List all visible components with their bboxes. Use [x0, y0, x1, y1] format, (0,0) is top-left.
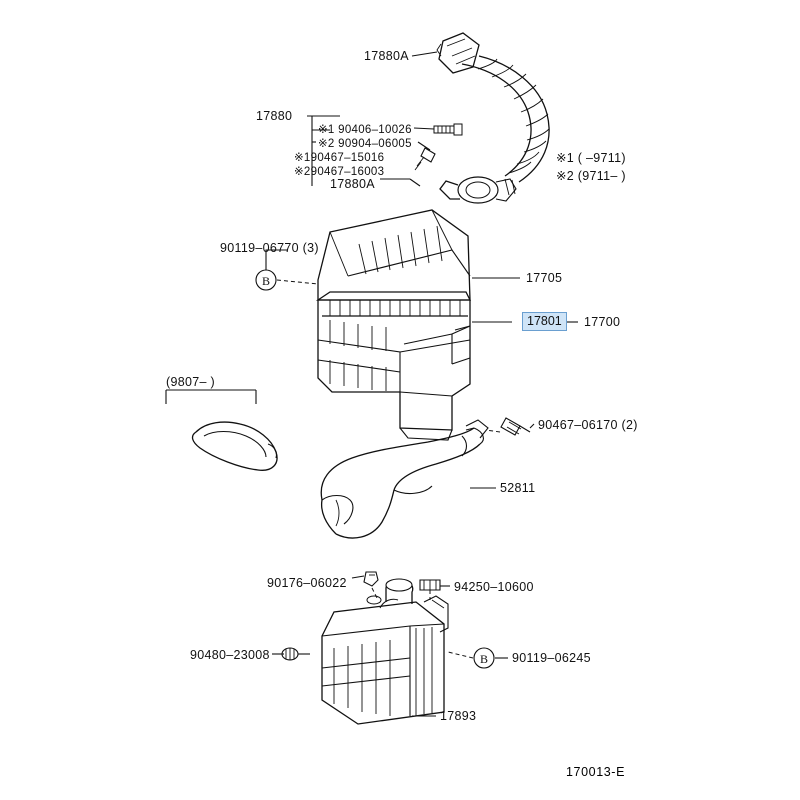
- grommet-90480-23008: [272, 648, 310, 660]
- air-cleaner-lower-case: [318, 300, 470, 440]
- resonator-box: [322, 579, 448, 724]
- label-17893: 17893: [440, 709, 477, 723]
- clip-marker-right: [448, 648, 508, 668]
- note-1: ※1 ( –9711): [556, 151, 626, 165]
- label-17700: 17700: [584, 315, 621, 329]
- resonator-duct: [193, 422, 278, 470]
- group-bracket: [166, 390, 256, 404]
- label-90467-16003: ※290467–16003: [294, 166, 385, 178]
- note-2: ※2 (9711– ): [556, 169, 626, 183]
- label-17705: 17705: [526, 271, 563, 285]
- label-90467-15016: ※190467–15016: [294, 152, 385, 164]
- label-17801-highlighted[interactable]: 17801: [522, 312, 567, 331]
- label-90406-10026: ※1 90406–10026: [318, 124, 412, 136]
- label-17880a-top: 17880A: [364, 49, 409, 63]
- svg-text:B: B: [262, 274, 271, 288]
- label-17880: 17880: [256, 109, 293, 123]
- footer-code: 170013-E: [566, 765, 626, 779]
- label-90480-23008: 90480–23008: [190, 648, 270, 662]
- label-94250-10600: 94250–10600: [454, 580, 534, 594]
- air-intake-hose: [462, 56, 549, 182]
- bolt-90467-06170: [486, 418, 534, 435]
- label-90119-06245: 90119–06245: [512, 651, 591, 665]
- label-90176-06022: 90176–06022: [267, 576, 347, 590]
- air-cleaner-upper-cover: [318, 210, 470, 300]
- label-52811: 52811: [500, 481, 536, 495]
- clip-90467-15016: [415, 148, 435, 170]
- air-inlet-pipe: [321, 420, 488, 538]
- clip-marker-left: [256, 250, 318, 290]
- svg-text:B: B: [480, 652, 489, 666]
- bolt-90406-10026: [434, 124, 462, 135]
- label-90467-06170: 90467–06170 (2): [538, 418, 638, 432]
- hose-clamp-lower: [440, 177, 516, 203]
- label-17880a-bottom: 17880A: [330, 177, 375, 191]
- label-90119-06770: 90119–06770 (3): [220, 241, 319, 255]
- group-note-9807: (9807– ): [166, 375, 215, 389]
- air-filter-element: [318, 292, 470, 316]
- label-90904-06005: ※2 90904–06005: [318, 138, 412, 150]
- leader-17880a-top: [412, 52, 437, 56]
